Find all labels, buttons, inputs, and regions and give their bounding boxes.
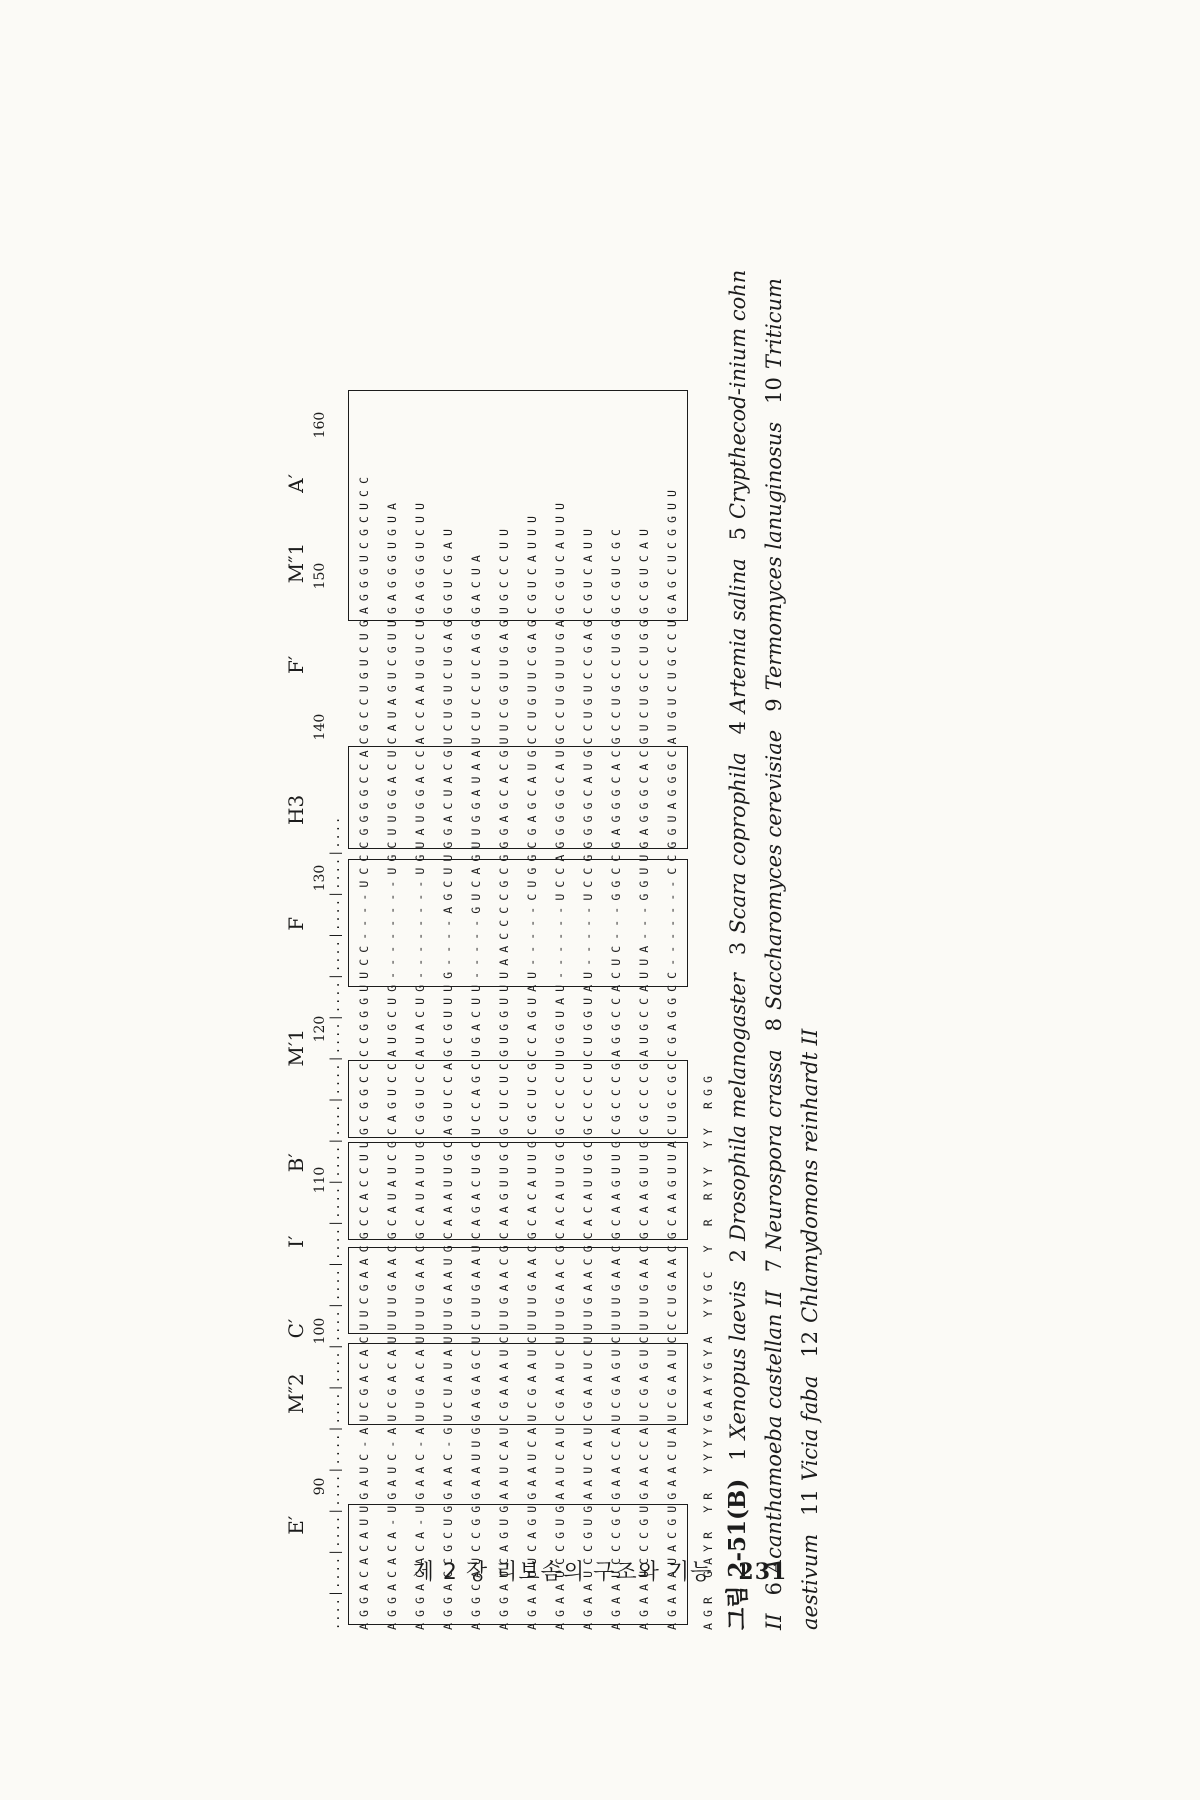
consensus-row: AGR GAYR YR YYYYGAAYGYA YYGC Y R RYY YY RGG — [701, 1069, 715, 1630]
sequence-row: AGAAUCCCGUGAACCAUCGAGUCUUUGAACGCAAGUUGCGCCCGAUGCCAUUA---GGUUGAGGGCACGUCUGCCUGGGCGUCAU — [637, 522, 651, 1630]
species-number: 9 — [762, 698, 786, 712]
species-number: 3 — [726, 941, 750, 956]
species-name: Chlamydomons reinhardt II — [798, 1028, 822, 1323]
figure-label: 그림 2-51(B) — [724, 1478, 751, 1630]
species-name: Scara coprophila — [726, 752, 750, 934]
position-number: 120 — [312, 1015, 328, 1043]
region-label: M″2 — [284, 1373, 308, 1414]
position-number: 140 — [312, 713, 328, 741]
region-label: I′ — [284, 1235, 308, 1248]
region-label: M′1 — [284, 1028, 308, 1067]
species-number: 7 — [762, 1258, 786, 1273]
region-label: E′ — [284, 1515, 308, 1535]
position-number: 90 — [312, 1477, 328, 1496]
page-footer — [0, 1555, 1200, 1586]
sequence-row: AGGACACA-UGAAC-AUUGACAUUUUGAACGCAUAUUGCGGUCCAUACUG--------UGUAUGGACCACCAAUGUCUGAGGGUCUU — [413, 496, 427, 1630]
species-name: Artemia salina — [726, 558, 750, 713]
species-name: Triticum aestivum — [762, 278, 822, 1630]
sequence-row: AGGACACAUUGAUC-AUCGACACUUCGAACGCCACCUUGCGGCCCCGGGUUCC----UCCCGGGGCCACGCCUGUCUGAGGGUCGCUCC — [357, 470, 371, 1630]
sequence-row: AGAAUUCAGUGAAUCAUCGAAUCUUUGAACGCACAUUGCGCUCGCCAGUAU-----CUGGCGAGCAUGCCUGUUCGAGCGUCAUUU — [525, 509, 539, 1630]
position-number: 160 — [312, 411, 328, 439]
region-label: F — [284, 916, 308, 931]
rotated-figure — [284, 110, 910, 1630]
species-number: 8 — [762, 1018, 786, 1032]
region-label: A′ — [284, 473, 308, 493]
region-label: B′ — [284, 1153, 308, 1173]
sequence-row: AGAAUCCCGCGAACCAUCGAGUCUUUGAACGCAAGUUGCGCCCGAGGCCACUC---GGCCGAGGGCACGCCUGCCUGGGCGUCGC — [609, 522, 623, 1630]
species-list — [726, 270, 822, 1630]
species-number: 12 — [798, 1330, 822, 1358]
region-label: F′ — [284, 655, 308, 674]
sequence-row: AGAAUCCGUGAAUCAUCGAAUCUUUGAACGCACAUUGCGCCCCUUGGUAU------UCCAGGGGGCAUGCCUGUUUGAGCGUCAUUU — [553, 496, 567, 1630]
species-name: Drosophila melanogaster — [726, 973, 750, 1242]
species-name: Crypthecod-inium cohn II — [726, 269, 786, 1630]
sequence-row: AGGACCGCUGGAAC-GUCUAUAUUUGAAUGCAAAUUGCAGUCCAGCGUUUG----AGCUUGGACUACGUCUGUCUGAGGGUCGAU — [441, 522, 455, 1630]
figure-caption — [720, 110, 828, 1630]
species-number: 10 — [762, 377, 786, 404]
species-number: 1 — [726, 1447, 750, 1461]
position-ruler: ....|....|....|....|....|....|....|....|....|....|....|....|....|....|....|....|....|....|....|.... — [328, 815, 342, 1630]
region-label: H3 — [284, 794, 308, 825]
species-number: 5 — [726, 526, 750, 541]
position-number: 110 — [312, 1166, 328, 1194]
species-name: Neurospora crassa — [762, 1049, 786, 1251]
species-name: Saccharomyces cerevisiae — [762, 729, 786, 1011]
species-name: Acanthamoeba castellan II — [762, 1290, 786, 1575]
species-number: 11 — [798, 1489, 822, 1516]
position-number: 100 — [312, 1317, 328, 1345]
region-label: M″1 — [284, 542, 308, 584]
species-name: Xenopus laevis — [726, 1280, 750, 1440]
sequence-row: AGGCAUCCGGGAAUUGGAGAGCUCUUGAAUCAGACUGCUCCAGCUGACUU-----GUCAGUUGGAUAAUCUCCUCAGGGACUA — [469, 549, 483, 1630]
position-number: 150 — [312, 562, 328, 590]
species-number: 4 — [726, 720, 750, 735]
chapter-title: 제 2 장 리보솜의 구조와 기능 — [412, 1560, 713, 1585]
species-number: 6 — [762, 1582, 786, 1596]
sequence-row: AGAAAUACGUGAACUAUCGAAUCCCUGAACGCAAGUUACUGCGCCGAGGCC-------CCGGUAGGGCAUGUCUGCCUGAGCUCGGUU — [665, 483, 679, 1630]
sequence-row: AGGACACA-UGAUC-AUCGACAUUUUGAACGCAUAUCGCAGUCCAUGCUG--------UGCUUGGACUCAUAGUCGUUGAGGGUGUA — [385, 496, 399, 1630]
species-number: 2 — [726, 1249, 750, 1263]
sequence-row: AGAAUCCGUGAAUCAUCGAAUCUUUGAACGCACAUUGCGCCCCUCUGGUAU-----UCCGGGGGCAUGCCUGUCCGAGCGUCAUU — [581, 522, 595, 1630]
species-name: Termomyces lanuginosus — [762, 421, 786, 691]
page-number: 231 — [738, 1559, 788, 1585]
position-number: 130 — [312, 864, 328, 892]
sequence-row: AGGAUCAGUGAAUCAUCGAAAUCUUGAACGCAAGUUGCGCUCUCGUGGUUUAACCCCGCGGGAGCACGUUCGGUUGAGUGCCCUU — [497, 522, 511, 1630]
region-label: C′ — [284, 1318, 308, 1339]
species-name: Vicia faba — [798, 1375, 822, 1482]
